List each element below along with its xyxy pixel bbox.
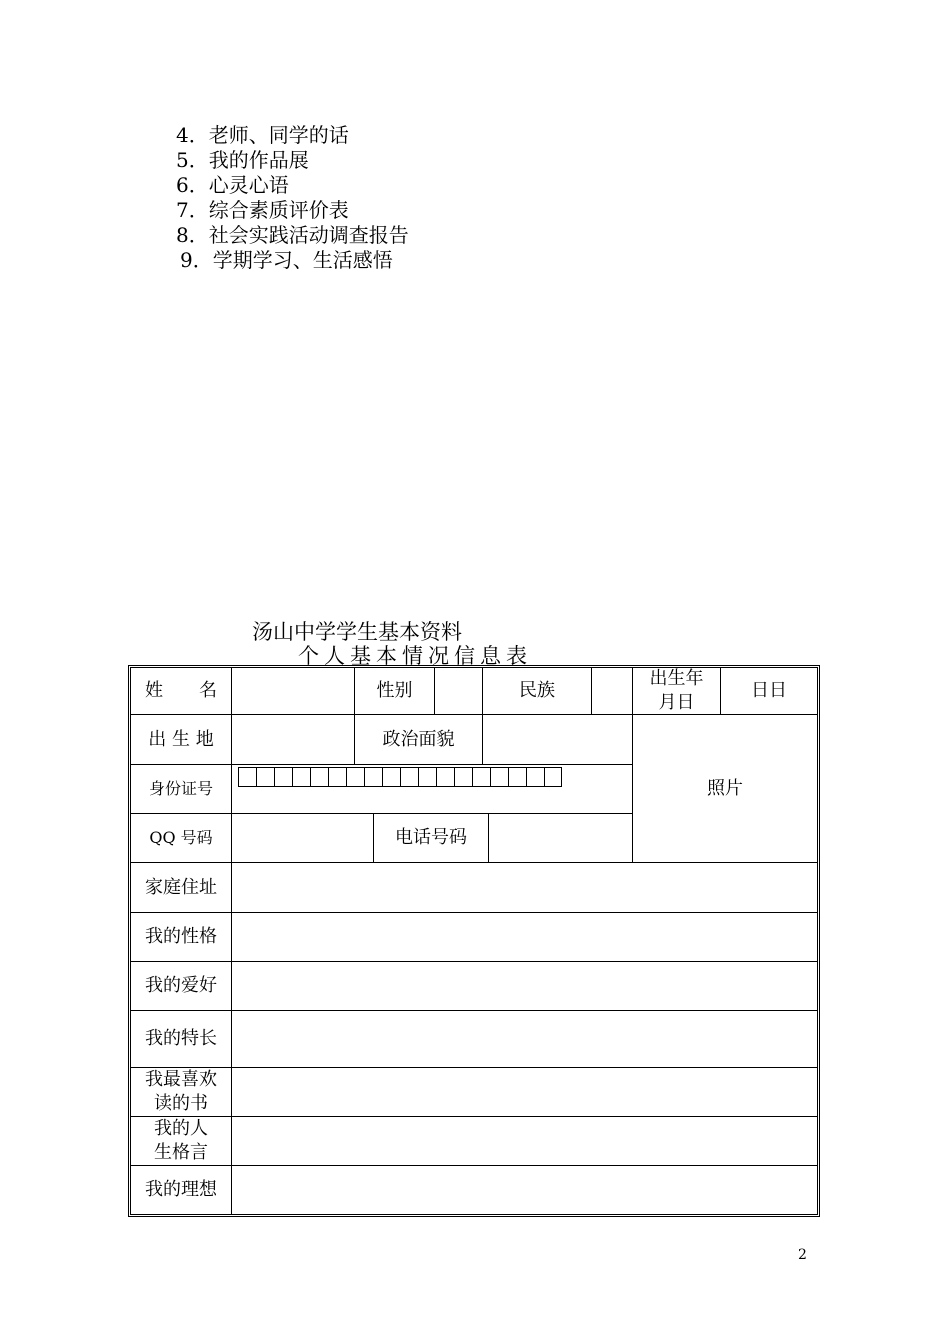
contents-item: 4．老师、同学的话 bbox=[176, 123, 349, 147]
birthdate-label-line2: 月日 bbox=[658, 692, 695, 713]
life-motto-label-line1: 我的人 bbox=[154, 1118, 208, 1139]
hobby-label: 我的爱好 bbox=[145, 975, 217, 996]
id-digit-box[interactable] bbox=[382, 767, 400, 787]
birthdate-value[interactable]: 日日 bbox=[751, 680, 787, 701]
specialty-label: 我的特长 bbox=[145, 1028, 217, 1049]
photo-box[interactable]: 照片 bbox=[707, 777, 743, 799]
id-digit-box[interactable] bbox=[400, 767, 418, 787]
id-number-label: 身份证号 bbox=[148, 779, 213, 798]
document-title: 汤山中学学生基本资料 bbox=[252, 620, 462, 644]
favorite-book-label-line1: 我最喜欢 bbox=[145, 1069, 217, 1090]
life-motto-field[interactable] bbox=[232, 1117, 817, 1165]
id-number-boxes[interactable] bbox=[238, 767, 562, 787]
id-digit-box[interactable] bbox=[238, 767, 256, 787]
id-digit-box[interactable] bbox=[472, 767, 490, 787]
id-digit-box[interactable] bbox=[544, 767, 562, 787]
gender-field[interactable] bbox=[435, 668, 482, 714]
favorite-book-label bbox=[131, 1068, 231, 1116]
address-label: 家庭住址 bbox=[145, 876, 217, 898]
id-digit-box[interactable] bbox=[328, 767, 346, 787]
gender-label: 性别 bbox=[376, 680, 413, 701]
contents-item: 5．我的作品展 bbox=[176, 148, 309, 172]
contents-item: 6．心灵心语 bbox=[176, 173, 289, 197]
life-motto-label-line2: 生格言 bbox=[154, 1142, 208, 1163]
personality-field[interactable] bbox=[232, 913, 817, 961]
id-digit-box[interactable] bbox=[292, 767, 310, 787]
id-digit-box[interactable] bbox=[454, 767, 472, 787]
qq-label: QQ 号码 bbox=[149, 828, 213, 847]
address-field[interactable] bbox=[232, 863, 817, 912]
id-digit-box[interactable] bbox=[436, 767, 454, 787]
specialty-field[interactable] bbox=[232, 1011, 817, 1067]
name-label: 姓 名 bbox=[145, 680, 217, 701]
form-title: 个人基本情况信息表 bbox=[298, 644, 532, 668]
ideal-label: 我的理想 bbox=[145, 1179, 217, 1200]
birthplace-field[interactable] bbox=[232, 715, 354, 764]
id-digit-box[interactable] bbox=[490, 767, 508, 787]
contents-item: 8．社会实践活动调查报告 bbox=[176, 223, 409, 247]
birthdate-label bbox=[633, 668, 720, 714]
phone-field[interactable] bbox=[489, 814, 632, 862]
id-digit-box[interactable] bbox=[256, 767, 274, 787]
life-motto-label bbox=[131, 1117, 231, 1165]
id-digit-box[interactable] bbox=[508, 767, 526, 787]
political-status-field[interactable] bbox=[483, 715, 632, 764]
id-digit-box[interactable] bbox=[364, 767, 382, 787]
favorite-book-label-line2: 读的书 bbox=[154, 1093, 208, 1114]
id-digit-box[interactable] bbox=[418, 767, 436, 787]
ideal-field[interactable] bbox=[232, 1166, 817, 1214]
qq-field[interactable] bbox=[232, 814, 373, 862]
id-digit-box[interactable] bbox=[526, 767, 544, 787]
id-digit-box[interactable] bbox=[274, 767, 292, 787]
hobby-field[interactable] bbox=[232, 962, 817, 1010]
contents-item: 9．学期学习、生活感悟 bbox=[180, 248, 393, 272]
name-field[interactable] bbox=[232, 668, 354, 714]
ethnicity-field[interactable] bbox=[592, 668, 632, 714]
contents-item: 7．综合素质评价表 bbox=[176, 198, 349, 222]
birthdate-label-line1: 出生年 bbox=[649, 668, 704, 689]
student-info-form bbox=[128, 665, 820, 1217]
id-digit-box[interactable] bbox=[346, 767, 364, 787]
id-digit-box[interactable] bbox=[310, 767, 328, 787]
birthplace-label: 出 生 地 bbox=[148, 728, 214, 750]
favorite-book-field[interactable] bbox=[232, 1068, 817, 1116]
contents-list bbox=[176, 123, 409, 273]
political-status-label: 政治面貌 bbox=[382, 728, 455, 750]
ethnicity-label: 民族 bbox=[519, 680, 555, 701]
personality-label: 我的性格 bbox=[145, 926, 217, 947]
page-number: 2 bbox=[798, 1247, 807, 1263]
phone-label: 电话号码 bbox=[395, 827, 467, 848]
